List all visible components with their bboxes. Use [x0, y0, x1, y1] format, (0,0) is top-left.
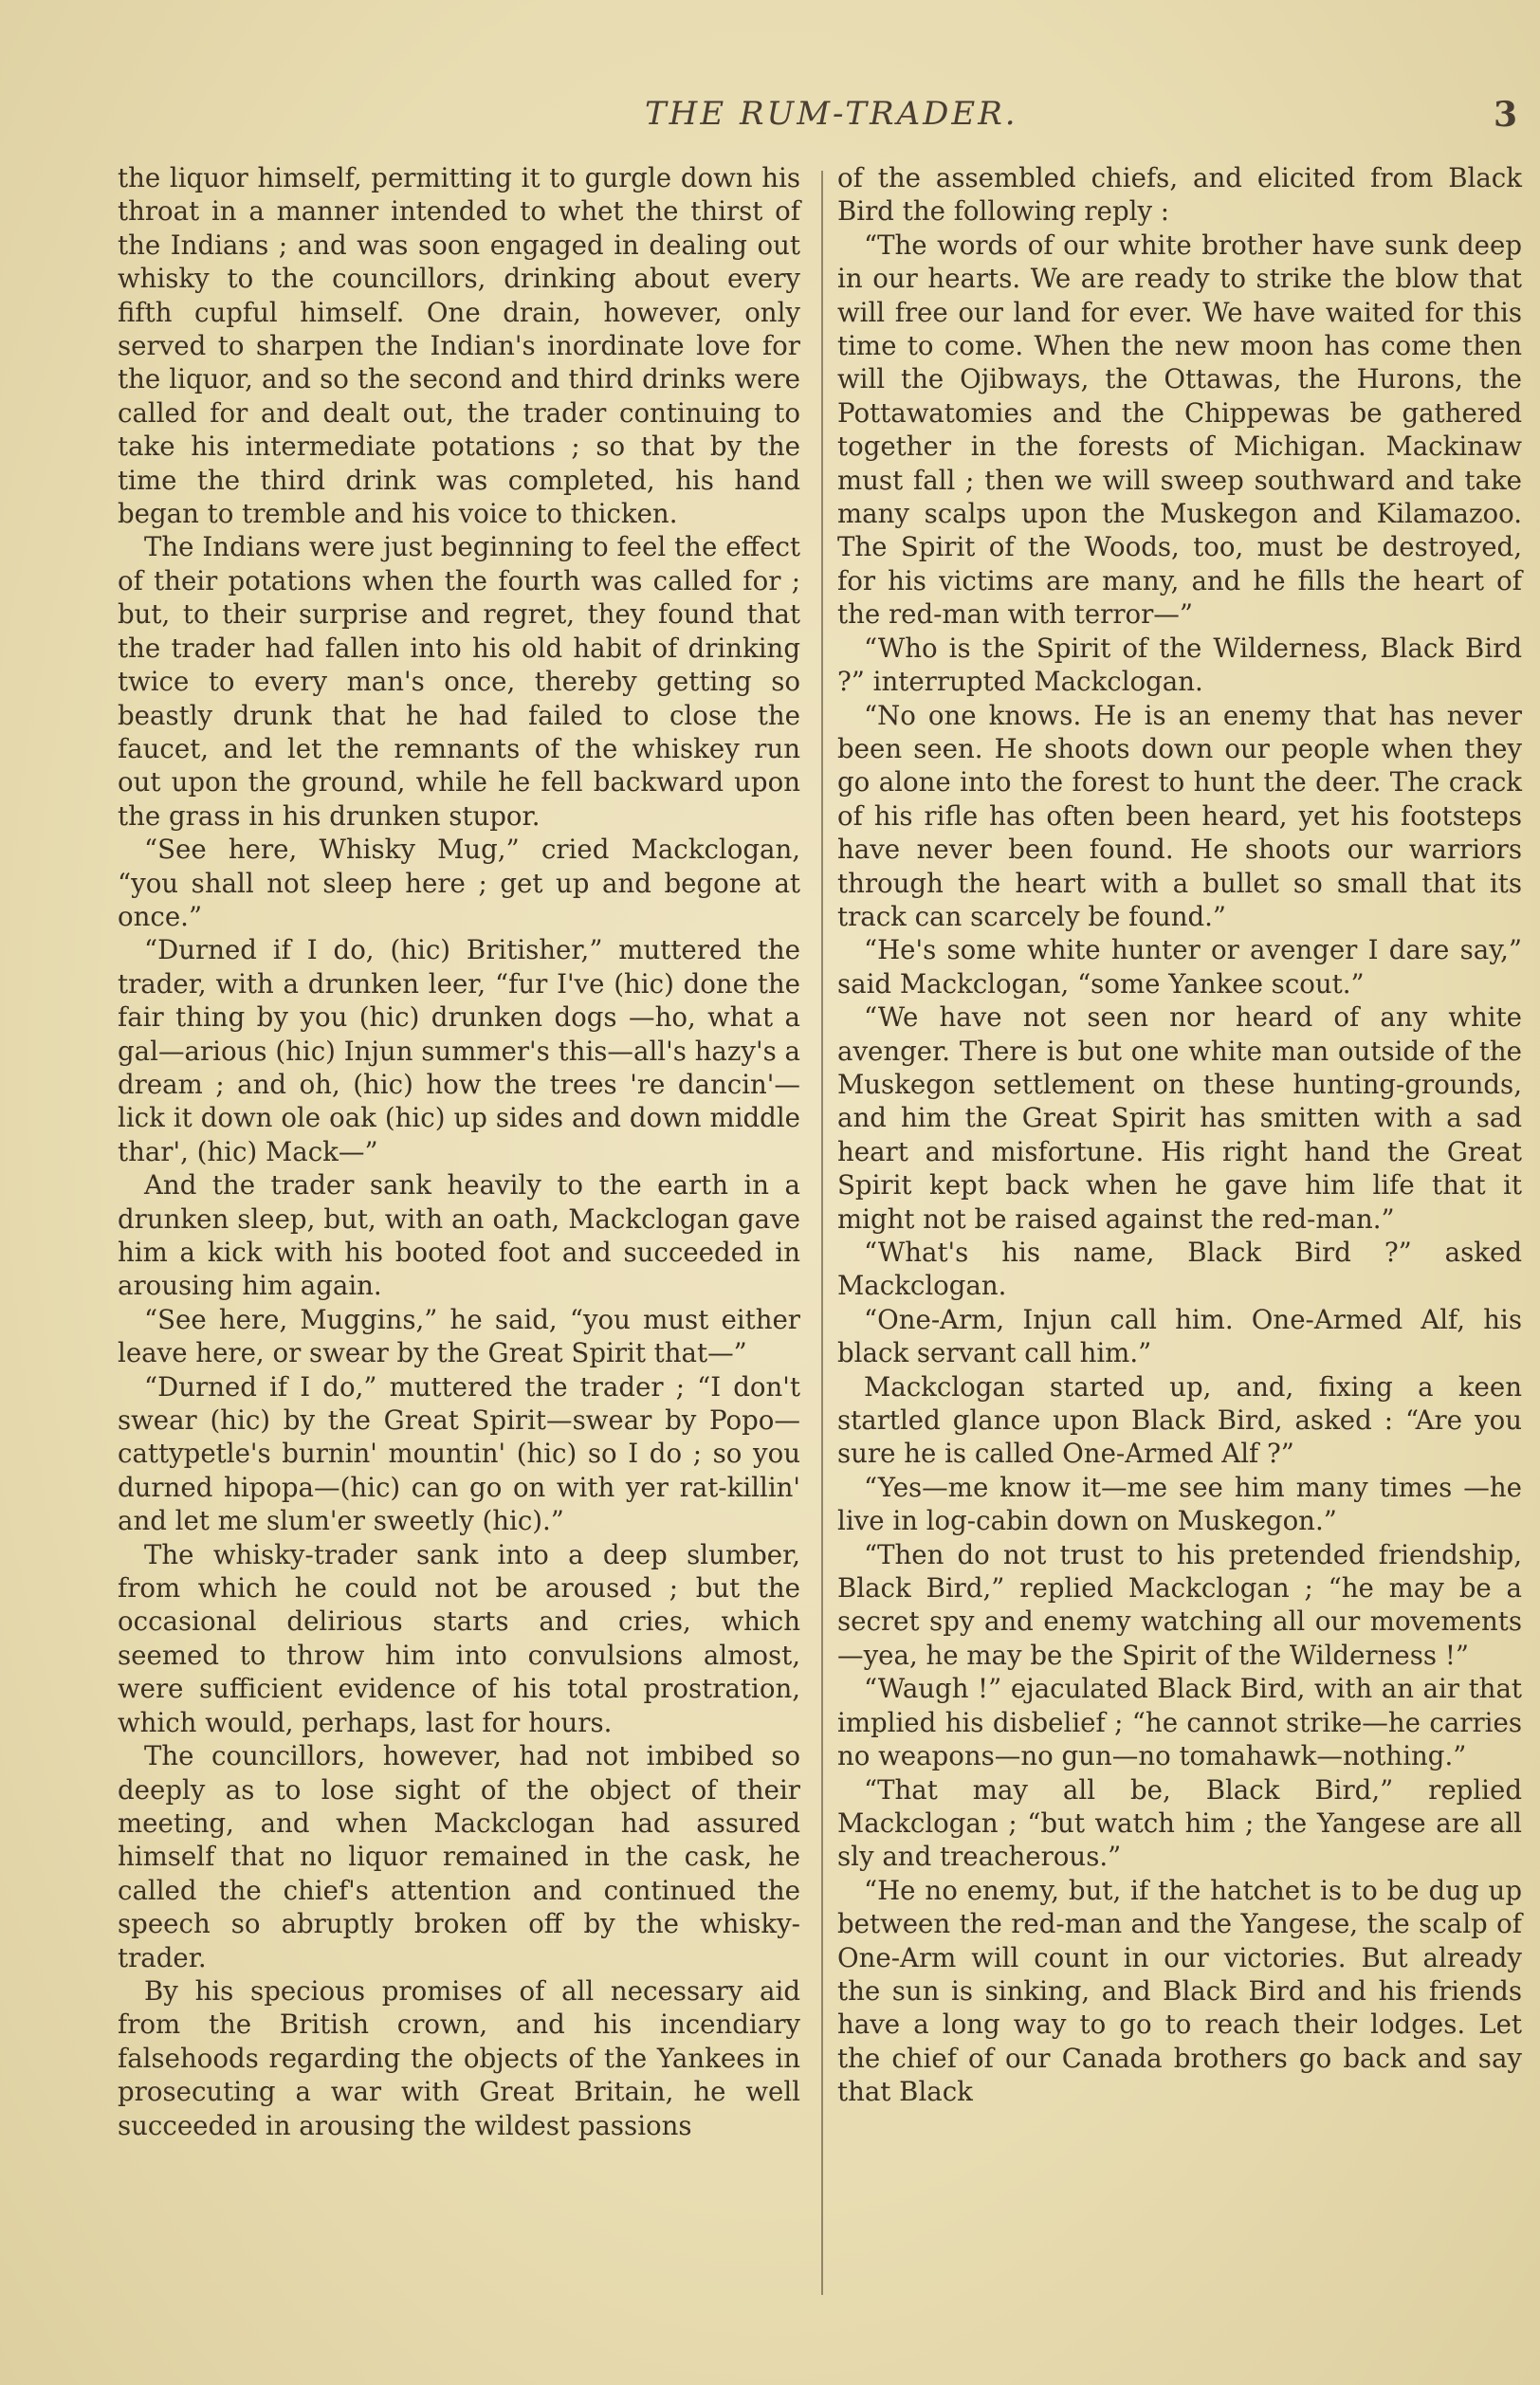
paragraph: “Durned if I do,” muttered the trader ; “I don't swear (hic) by the Great Spirit—swear by Popo—cattypetle's burnin' mountin' (hic) so I do ; so you durned hipopa—(hic) can go on with yer rat-killin' and let me slum'er sweetly (hic).”: [118, 1370, 800, 1537]
right-column: [837, 161, 1522, 2109]
paragraph: “Yes—me know it—me see him many times —he live in log-cabin down on Muskegon.”: [837, 1471, 1522, 1537]
paragraph: “Waugh !” ejaculated Black Bird, with an air that implied his disbelief ; “he cannot strike—he carries no weapons—no gun—no tomahawk—nothing.”: [837, 1673, 1522, 1772]
paragraph: the liquor himself, permitting it to gurgle down his throat in a manner intended to whet the thirst of the Indians ; and was soon engaged in dealing out whisky to the councillors, drinking about every fifth cupful himself. One drain, however, only served to sharpen the Indian's inordinate love for the liquor, and so the second and third drinks were called for and dealt out, the trader continuing to take his intermediate potations ; so that by the time the third drink was completed, his hand began to tremble and his voice to thicken.: [118, 162, 800, 530]
paragraph: “That may all be, Black Bird,” replied Mackclogan ; “but watch him ; the Yangese are all sly and treacherous.”: [837, 1773, 1522, 1873]
paragraph: “He's some white hunter or avenger I dare say,” said Mackclogan, “some Yankee scout.”: [837, 934, 1522, 1000]
paragraph: “No one knows. He is an enemy that has never been seen. He shoots down our people when they go alone into the forest to hunt the deer. The crack of his rifle has often been heard, yet his footsteps have never been found. He shoots our warriors through the heart with a bullet so small that its track can scarcely be found.”: [837, 699, 1522, 932]
paragraph: The Indians were just beginning to feel the effect of their potations when the fourth was called for ; but, to their surprise and regret, they found that the trader had fallen into his old habit of drinking twice to every man's once, thereby getting so beastly drunk that he had failed to close the faucet, and let the remnants of the whiskey run out upon the ground, while he fell backward upon the grass in his drunken stupor.: [118, 531, 800, 832]
paragraph: “What's his name, Black Bird ?” asked Mackclogan.: [837, 1237, 1522, 1302]
paragraph: “The words of our white brother have sunk deep in our hearts. We are ready to strike the blow that will free our land for ever. We have waited for this time to come. When the new moon has come then will the Ojibways, the Ottawas, the Hurons, the Pottawatomies and the Chippewas be gathered together in the forests of Michigan. Mackinaw must fall ; then we will sweep southward and take many scalps upon the Muskegon and Kilamazoo. The Spirit of the Woods, too, must be destroyed, for his victims are many, and he fills the heart of the red-man with terror—”: [837, 229, 1522, 631]
paragraph: By his specious promises of all necessary aid from the British crown, and his incendiary falsehoods regarding the objects of the Yankees in prosecuting a war with Great Britain, he well succeeded in arousing the wildest passions: [118, 1974, 800, 2141]
paragraph: “We have not seen nor heard of any white avenger. There is but one white man outside of the Muskegon settlement on these hunting-grounds, and him the Great Spirit has smitten with a sad heart and misfortune. His right hand the Great Spirit kept back when he gave him life that it might not be raised against the red-man.”: [837, 1001, 1522, 1235]
page-header: [0, 95, 1540, 142]
left-column: [118, 161, 800, 2142]
paragraph: “See here, Whisky Mug,” cried Mackclogan, “you shall not sleep here ; get up and begone at once.”: [118, 834, 800, 932]
paragraph: The whisky-trader sank into a deep slumber, from which he could not be aroused ; but the occasional delirious starts and cries, which seemed to throw him into convulsions almost, were sufficient evidence of his total prostration, which would, perhaps, last for hours.: [118, 1538, 800, 1738]
paragraph: “See here, Muggins,” he said, “you must either leave here, or swear by the Great Spirit that—”: [118, 1303, 800, 1369]
running-title: THE RUM-TRADER.: [645, 95, 1018, 133]
page-number: 3: [1494, 95, 1518, 135]
column-divider: [821, 171, 823, 2295]
paragraph: “He no enemy, but, if the hatchet is to be dug up between the red-man and the Yangese, the scalp of One-Arm will count in our victories. But already the sun is sinking, and Black Bird and his friends have a long way to go to reach their lodges. Let the chief of our Canada brothers go back and say that Black: [837, 1874, 1522, 2108]
paragraph: And the trader sank heavily to the earth in a drunken sleep, but, with an oath, Mackclogan gave him a kick with his booted foot and succeeded in arousing him again.: [118, 1169, 800, 1302]
paragraph: “One-Arm, Injun call him. One-Armed Alf, his black servant call him.”: [837, 1303, 1522, 1369]
paragraph: of the assembled chiefs, and elicited from Black Bird the following reply :: [837, 162, 1522, 228]
paragraph: The councillors, however, had not imbibed so deeply as to lose sight of the object of their meeting, and when Mackclogan had assured himself that no liquor remained in the cask, he called the chief's attention and continued the speech so abruptly broken off by the whisky-trader.: [118, 1740, 800, 1973]
paragraph: “Who is the Spirit of the Wilderness, Black Bird ?” interrupted Mackclogan.: [837, 632, 1522, 698]
paragraph: “Durned if I do, (hic) Britisher,” muttered the trader, with a drunken leer, “fur I've (hic) done the fair thing by you (hic) drunken dogs —ho, what a gal—arious (hic) Injun summer's this—all's hazy's a dream ; and oh, (hic) how the trees 're dancin'—lick it down ole oak (hic) up sides and down middle thar', (hic) Mack—”: [118, 934, 800, 1167]
paragraph: “Then do not trust to his pretended friendship, Black Bird,” replied Mackclogan ; “he may be a secret spy and enemy watching all our movements—yea, he may be the Spirit of the Wilderness !”: [837, 1538, 1522, 1671]
paragraph: Mackclogan started up, and, fixing a keen startled glance upon Black Bird, asked : “Are you sure he is called One-Armed Alf ?”: [837, 1370, 1522, 1470]
